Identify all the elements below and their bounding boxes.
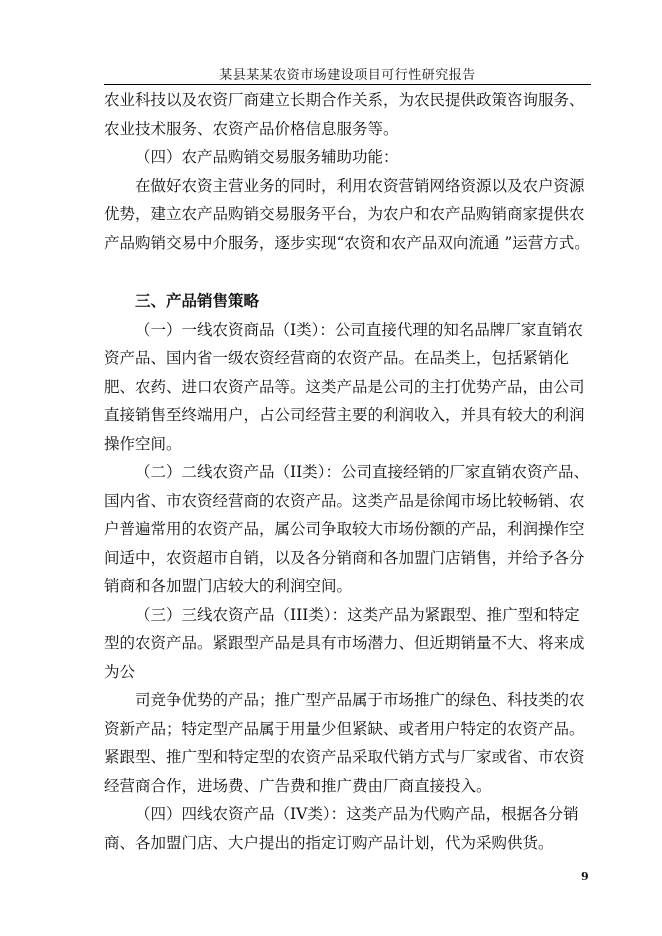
paragraph-1: 农业科技以及农资厂商建立长期合作关系，为农民提供政策咨询服务、农业技术服务、农资产品价格信息服务等。	[104, 91, 585, 138]
page-number: 9	[581, 870, 589, 883]
paragraph-8: （四）四线农资产品（IV类）：这类产品为代购产品，根据各分销商、各加盟门店、大户提出的指定订购产品计划，代为采购供货。	[104, 805, 579, 852]
paragraph-2: （四）农产品购销交易服务辅助功能：	[135, 148, 399, 166]
document-body	[104, 86, 594, 857]
paragraph-6: （三）三线农资产品（III类）：这类产品为紧跟型、推广型和特定型的农资产品。紧跟型产品是具有市场潜力、但近期销量不大、将来成为公	[104, 605, 585, 681]
paragraph-5: （二）二线农资产品（II类）：公司直接经销的厂家直销农资产品、国内省、市农资经营商的农资产品。这类产品是徐闻市场比较畅销、农户普遍常用的农资产品，属公司争取较大市场份额的产品，利润操作空间适中，农资超市自销，以及各分销商和各加盟门店销售，并给予各分销商和各加盟门店较大的利润空间。	[104, 463, 589, 595]
paragraph-4: （一）一线农资商品（I类）：公司直接代理的知名品牌厂家直销农资产品、国内省一级农资经营商的农资产品。在品类上，包括紧销化肥、农药、进口农资产品等。这类产品是公司的主打优势产品，由公司直接销售至终端用户，占公司经营主要的利润收入，并具有较大的利润操作空间。	[104, 320, 585, 453]
spacer	[104, 257, 594, 287]
paragraph-3: 在做好农资主营业务的同时，利用农资营销网络资源以及农户资源优势，建立农产品购销交易服务平台，为农户和农产品购销商家提供农产品购销交易中介服务，逐步实现“农资和农产品双向流通 ”运营方式。	[104, 176, 590, 252]
header-divider	[104, 84, 591, 85]
page-header-title: 某县某某农资市场建设项目可行性研究报告	[219, 68, 476, 83]
section-heading: 三、产品销售策略	[135, 291, 260, 310]
paragraph-7: 司竞争优势的产品；推广型产品属于市场推广的绿色、科技类的农资新产品；特定型产品属于用量少但紧缺、或者用户特定的农资产品。紧跟型、推广型和特定型的农资产品采取代销方式与厂家或省、市农资经营商合作，进场费、广告费和推广费由厂商直接投入。	[104, 691, 585, 795]
